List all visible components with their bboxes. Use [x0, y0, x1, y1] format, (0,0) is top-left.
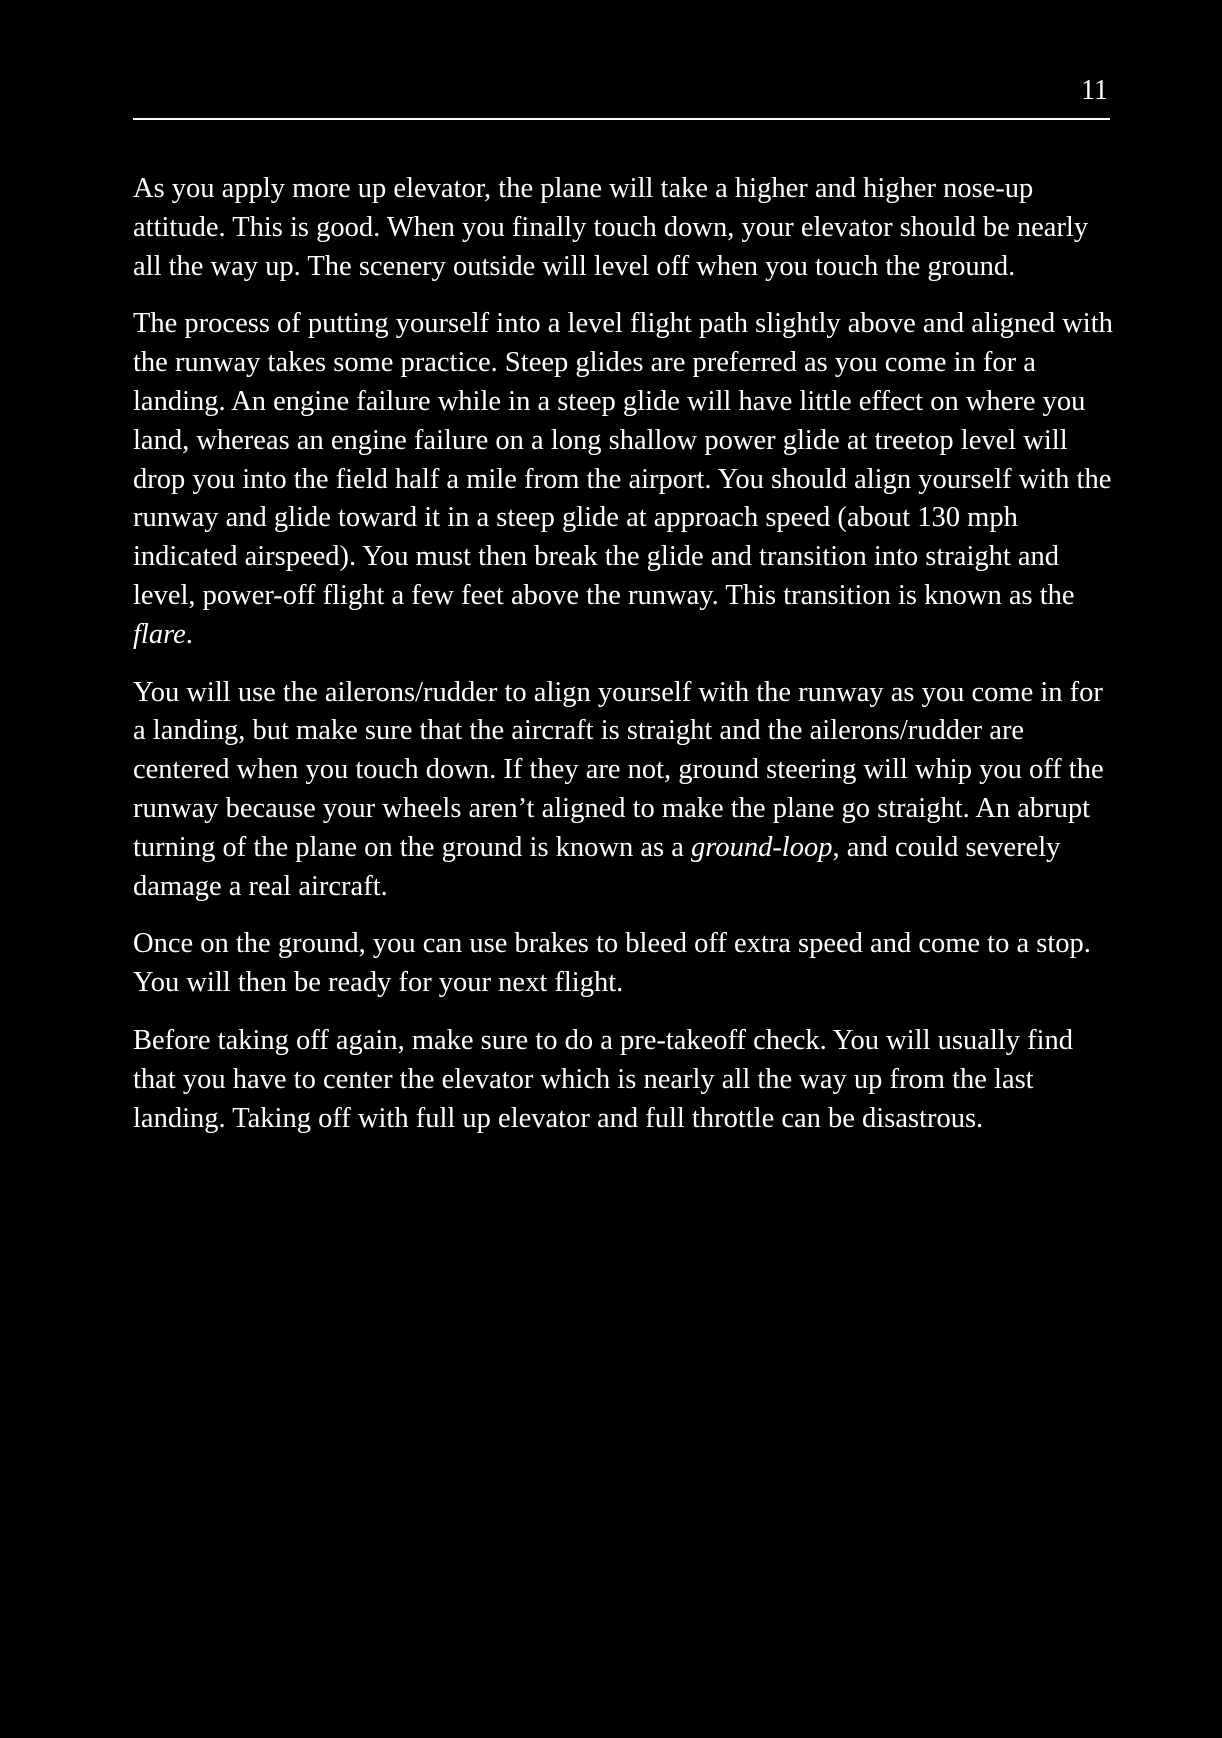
header-rule [133, 118, 1110, 120]
page-number: 11 [1081, 75, 1108, 106]
body-text [133, 170, 1118, 1157]
paragraph-landing-attitude: As you apply more up elevator, the plane will take a higher and higher nose-up attitude. This is good. When you finally touch down, your elevator should be nearly all the way up. The scenery outside will level off when you touch the ground. [133, 173, 1089, 282]
paragraph-ground-loop-text: You will use the ailerons/rudder to align yourself with the runway as you come in for a landing, but make sure that the aircraft is straight and the ailerons/rudder are centered when you touch down. If they are not, ground steering will whip you off the runway because your wheels aren’t aligned to make the plane go straight. An abrupt turning of the plane on the ground is known as a [133, 676, 1104, 863]
paragraph-ground-loop-end: , and could severely damage a real aircraft. [133, 831, 1061, 902]
term-ground-loop: ground-loop [691, 831, 833, 863]
paragraph-flare [133, 305, 1118, 654]
term-flare: flare [133, 618, 186, 650]
paragraph-pre-takeoff: Before taking off again, make sure to do a pre-takeoff check. You will usually find that you have to center the elevator which is nearly all the way up from the last landing. Taking off with full up elevator and full throttle can be disastrous. [133, 1024, 1073, 1134]
paragraph-ground-loop [133, 674, 1118, 907]
paragraph-flare-text: The process of putting yourself into a level flight path slightly above and aligned with the runway takes some practice. Steep glides are preferred as you come in for a landing. An engine failure while in a steep glide will have little effect on where you land, whereas an engine failure on a long shallow power glide at treetop level will drop you into the field half a mile from the airport. You should align yourself with the runway and glide toward it in a steep glide at approach speed (about 130 mph indicated airspeed). You must then break the glide and transition into straight and level, power-off flight a few feet above the runway. This transition is known as the [133, 308, 1113, 611]
paragraph-braking: Once on the ground, you can use brakes to bleed off extra speed and come to a stop. You will then be ready for your next flight. [133, 928, 1091, 999]
paragraph-flare-end: . [185, 618, 193, 650]
